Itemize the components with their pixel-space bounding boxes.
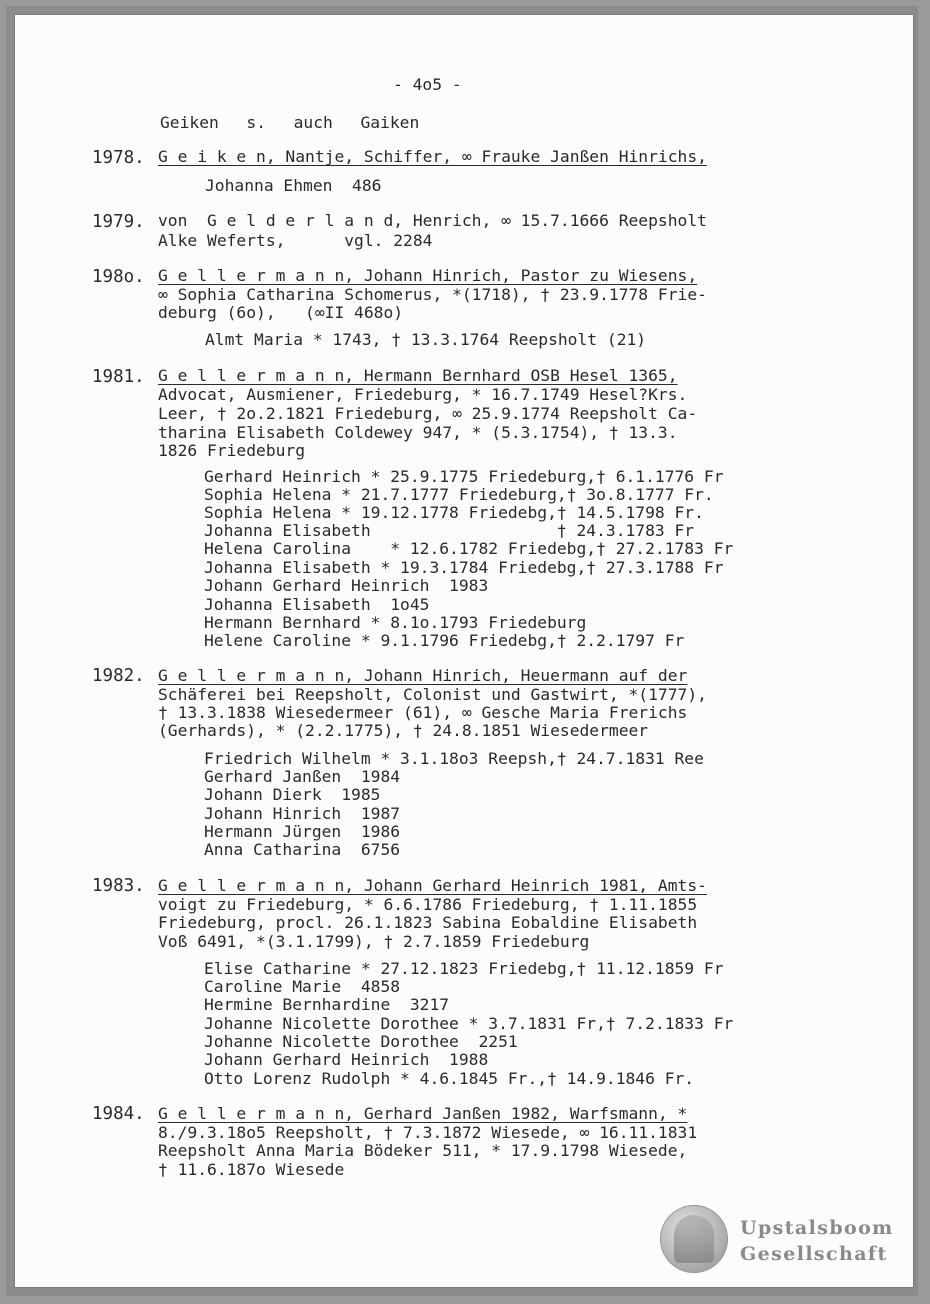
entry-line: 8./9.3.18o5 Reepsholt, † 7.3.1872 Wiesede, ∞ 16.11.1831: [158, 1123, 698, 1142]
page-number: - 4o5 -: [393, 75, 462, 94]
child-entry: Otto Lorenz Rudolph * 4.6.1845 Fr.,† 14.9.1846 Fr.: [204, 1069, 695, 1088]
entry-line: G e l l e r m a n n, Hermann Bernhard OSB Hesel 1365,: [158, 366, 678, 385]
child-entry: Johann Gerhard Heinrich 1983: [204, 576, 489, 595]
entry-number: 1982.: [92, 666, 145, 686]
child-entry: Gerhard Janßen 1984: [204, 767, 401, 786]
entry-line: Friedeburg, procl. 26.1.1823 Sabina Eobaldine Elisabeth: [158, 913, 698, 932]
entry-line: † 11.6.187o Wiesede: [158, 1160, 345, 1179]
entry-line: Reepsholt Anna Maria Bödeker 511, * 17.9.1798 Wiesede,: [158, 1141, 688, 1160]
child-entry: Helena Carolina * 12.6.1782 Friedebg,† 27.2.1783 Fr: [204, 539, 734, 558]
child-entry: Almt Maria * 1743, † 13.3.1764 Reepsholt (21): [205, 330, 647, 349]
child-entry: Gerhard Heinrich * 25.9.1775 Friedeburg,† 6.1.1776 Fr: [204, 467, 724, 486]
entry-line: G e l l e r m a n n, Gerhard Janßen 1982, Warfsmann, *: [158, 1104, 688, 1123]
child-entry: Johann Gerhard Heinrich 1988: [204, 1050, 489, 1069]
seal-logo-icon: [660, 1205, 728, 1273]
entry-line: Johanna Ehmen 486: [205, 176, 382, 195]
child-entry: Johanna Elisabeth † 24.3.1783 Fr: [204, 521, 695, 540]
cross-reference: Geiken s. auch Gaiken: [160, 113, 420, 132]
entry-line: Schäferei bei Reepsholt, Colonist und Gastwirt, *(1777),: [158, 685, 707, 704]
entry-number: 1978.: [92, 148, 145, 168]
child-entry: Johanna Elisabeth 1o45: [204, 595, 430, 614]
child-entry: Johann Hinrich 1987: [204, 804, 401, 823]
entry-number: 198o.: [92, 267, 145, 287]
entry-line: ∞ Sophia Catharina Schomerus, *(1718), † 23.9.1778 Frie-: [158, 285, 707, 304]
child-entry: Johanne Nicolette Dorothee 2251: [204, 1032, 518, 1051]
entry-line: Leer, † 2o.2.1821 Friedeburg, ∞ 25.9.1774 Reepsholt Ca-: [158, 404, 698, 423]
entry-line: von G e l d e r l a n d, Henrich, ∞ 15.7.1666 Reepsholt: [158, 211, 707, 230]
entry-line: G e l l e r m a n n, Johann Hinrich, Heuermann auf der: [158, 666, 688, 685]
entry-number: 1981.: [92, 367, 145, 387]
entry-line: Voß 6491, *(3.1.1799), † 2.7.1859 Friedeburg: [158, 932, 590, 951]
child-entry: Sophia Helena * 19.12.1778 Friedebg,† 14.5.1798 Fr.: [204, 503, 704, 522]
child-entry: Caroline Marie 4858: [204, 977, 401, 996]
child-entry: Anna Catharina 6756: [204, 840, 401, 859]
child-entry: Johanna Elisabeth * 19.3.1784 Friedebg,† 27.3.1788 Fr: [204, 558, 724, 577]
child-entry: Sophia Helena * 21.7.1777 Friedeburg,† 3o.8.1777 Fr.: [204, 485, 714, 504]
child-entry: Elise Catharine * 27.12.1823 Friedebg,† 11.12.1859 Fr: [204, 959, 724, 978]
entry-line: G e l l e r m a n n, Johann Gerhard Heinrich 1981, Amts-: [158, 876, 707, 895]
entry-line: deburg (6o), (∞II 468o): [158, 303, 404, 322]
document-page: [15, 15, 913, 1287]
child-entry: Friedrich Wilhelm * 3.1.18o3 Reepsh,† 24.7.1831 Ree: [204, 749, 704, 768]
entry-line: G e i k e n, Nantje, Schiffer, ∞ Frauke Janßen Hinrichs,: [158, 147, 707, 166]
brand-line-2: Gesellschaft: [740, 1243, 888, 1265]
brand-line-1: Upstalsboom: [740, 1217, 894, 1239]
child-entry: Johanne Nicolette Dorothee * 3.7.1831 Fr,† 7.2.1833 Fr: [204, 1014, 734, 1033]
child-entry: Helene Caroline * 9.1.1796 Friedebg,† 2.2.1797 Fr: [204, 631, 685, 650]
entry-line: † 13.3.1838 Wiesedermeer (61), ∞ Gesche Maria Frerichs: [158, 703, 688, 722]
entry-line: G e l l e r m a n n, Johann Hinrich, Pastor zu Wiesens,: [158, 266, 698, 285]
entry-number: 1979.: [92, 212, 145, 232]
entry-line: Advocat, Ausmiener, Friedeburg, * 16.7.1749 Hesel?Krs.: [158, 385, 688, 404]
entry-number: 1984.: [92, 1104, 145, 1124]
entry-number: 1983.: [92, 876, 145, 896]
child-entry: Hermine Bernhardine 3217: [204, 995, 450, 1014]
entry-line: 1826 Friedeburg: [158, 441, 306, 460]
child-entry: Hermann Bernhard * 8.1o.1793 Friedeburg: [204, 613, 587, 632]
entry-line: tharina Elisabeth Coldewey 947, * (5.3.1754), † 13.3.: [158, 423, 678, 442]
child-entry: Johann Dierk 1985: [204, 785, 381, 804]
entry-line: (Gerhards), * (2.2.1775), † 24.8.1851 Wiesedermeer: [158, 721, 649, 740]
entry-line: Alke Weferts, vgl. 2284: [158, 231, 433, 250]
entry-line: voigt zu Friedeburg, * 6.6.1786 Friedeburg, † 1.11.1855: [158, 895, 698, 914]
child-entry: Hermann Jürgen 1986: [204, 822, 401, 841]
